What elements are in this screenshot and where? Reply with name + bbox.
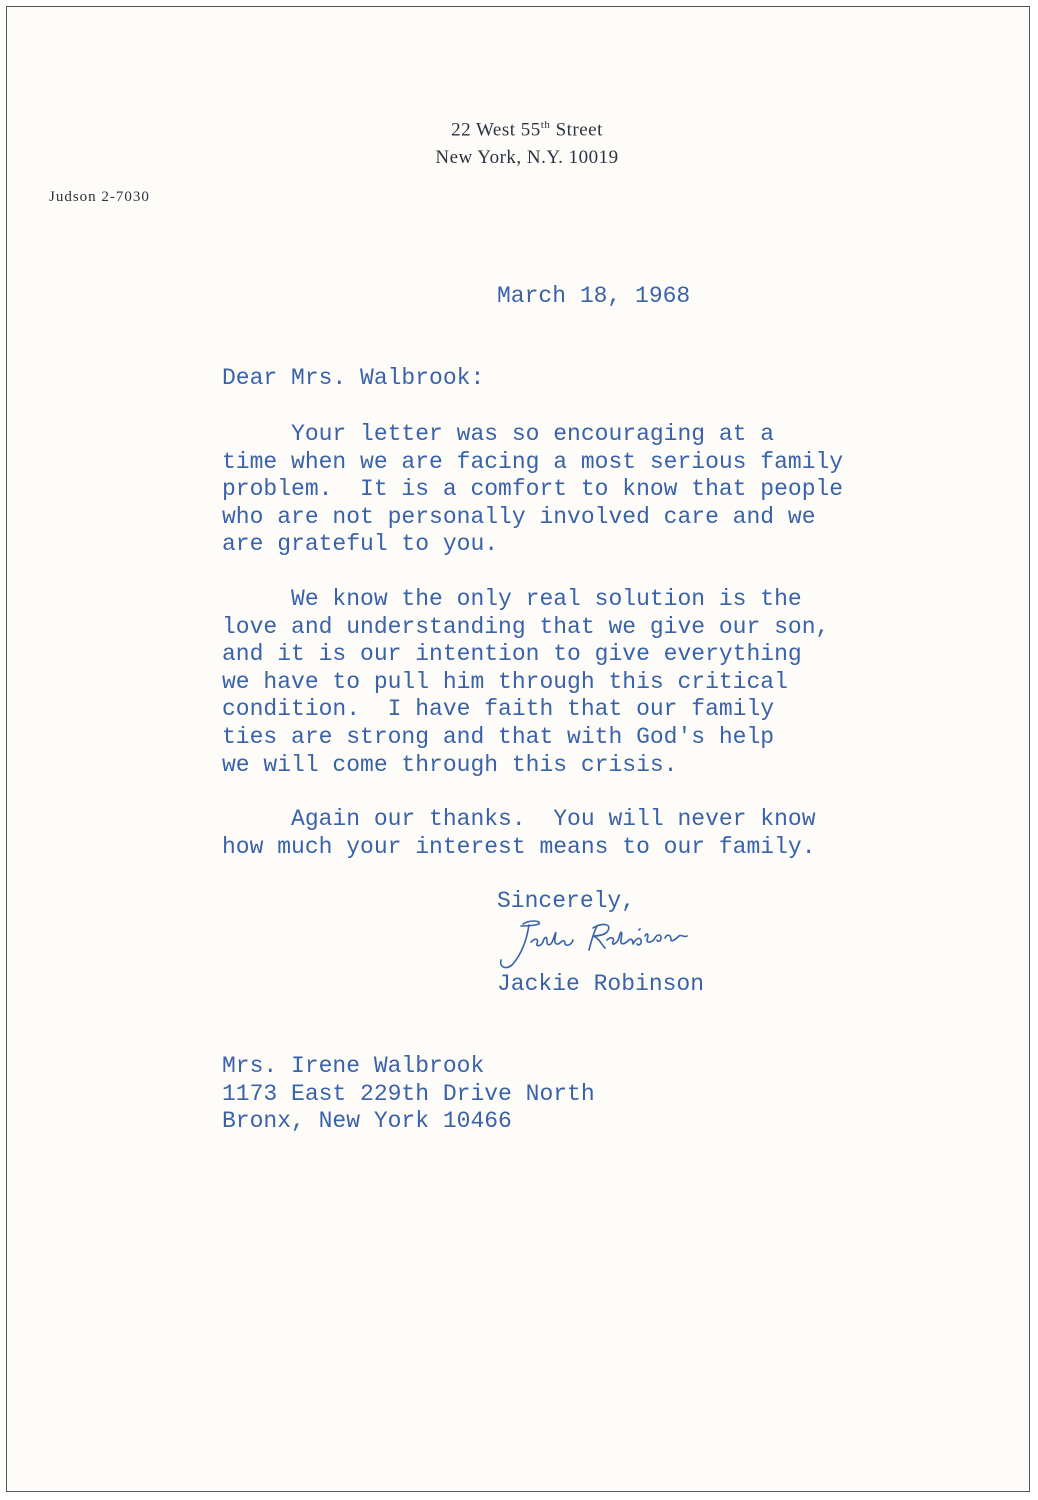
street-ordinal: th (540, 119, 551, 131)
recipient-street: 1173 East 229th Drive North (222, 1080, 595, 1107)
letterhead-phone: Judson 2-7030 (49, 189, 150, 205)
recipient-name: Mrs. Irene Walbrook (222, 1053, 485, 1079)
handwritten-signature (489, 912, 729, 972)
recipient-city: Bronx, New York 10466 (222, 1108, 512, 1135)
letter-date: March 18, 1968 (497, 283, 691, 309)
street-suffix: Street (550, 119, 603, 141)
paragraph-3: Again our thanks. You will never know how much your interest means to our family. (222, 806, 816, 860)
signer-name: Jackie Robinson (497, 971, 705, 997)
letterhead-city: New York, N.Y. 10019 (435, 147, 619, 168)
paragraph-1: Your letter was so encouraging at a time when we are facing a most serious family problem. It is a comfort to know that people who are not personally involved care and we are grateful to you. (222, 421, 844, 558)
recipient-address (222, 1053, 595, 1136)
closing: Sincerely, (497, 888, 636, 914)
salutation: Dear Mrs. Walbrook: (222, 365, 485, 391)
letter-page (6, 6, 1030, 1492)
letterhead-street (15, 119, 1038, 141)
street-prefix: 22 West 55 (451, 119, 541, 141)
paragraph-2: We know the only real solution is the love and understanding that we give our son, and it is our intention to give everything we have to pull him through this critical condition. I have faith that our family ties are strong and that with God's help we will come through this crisis. (222, 586, 830, 778)
